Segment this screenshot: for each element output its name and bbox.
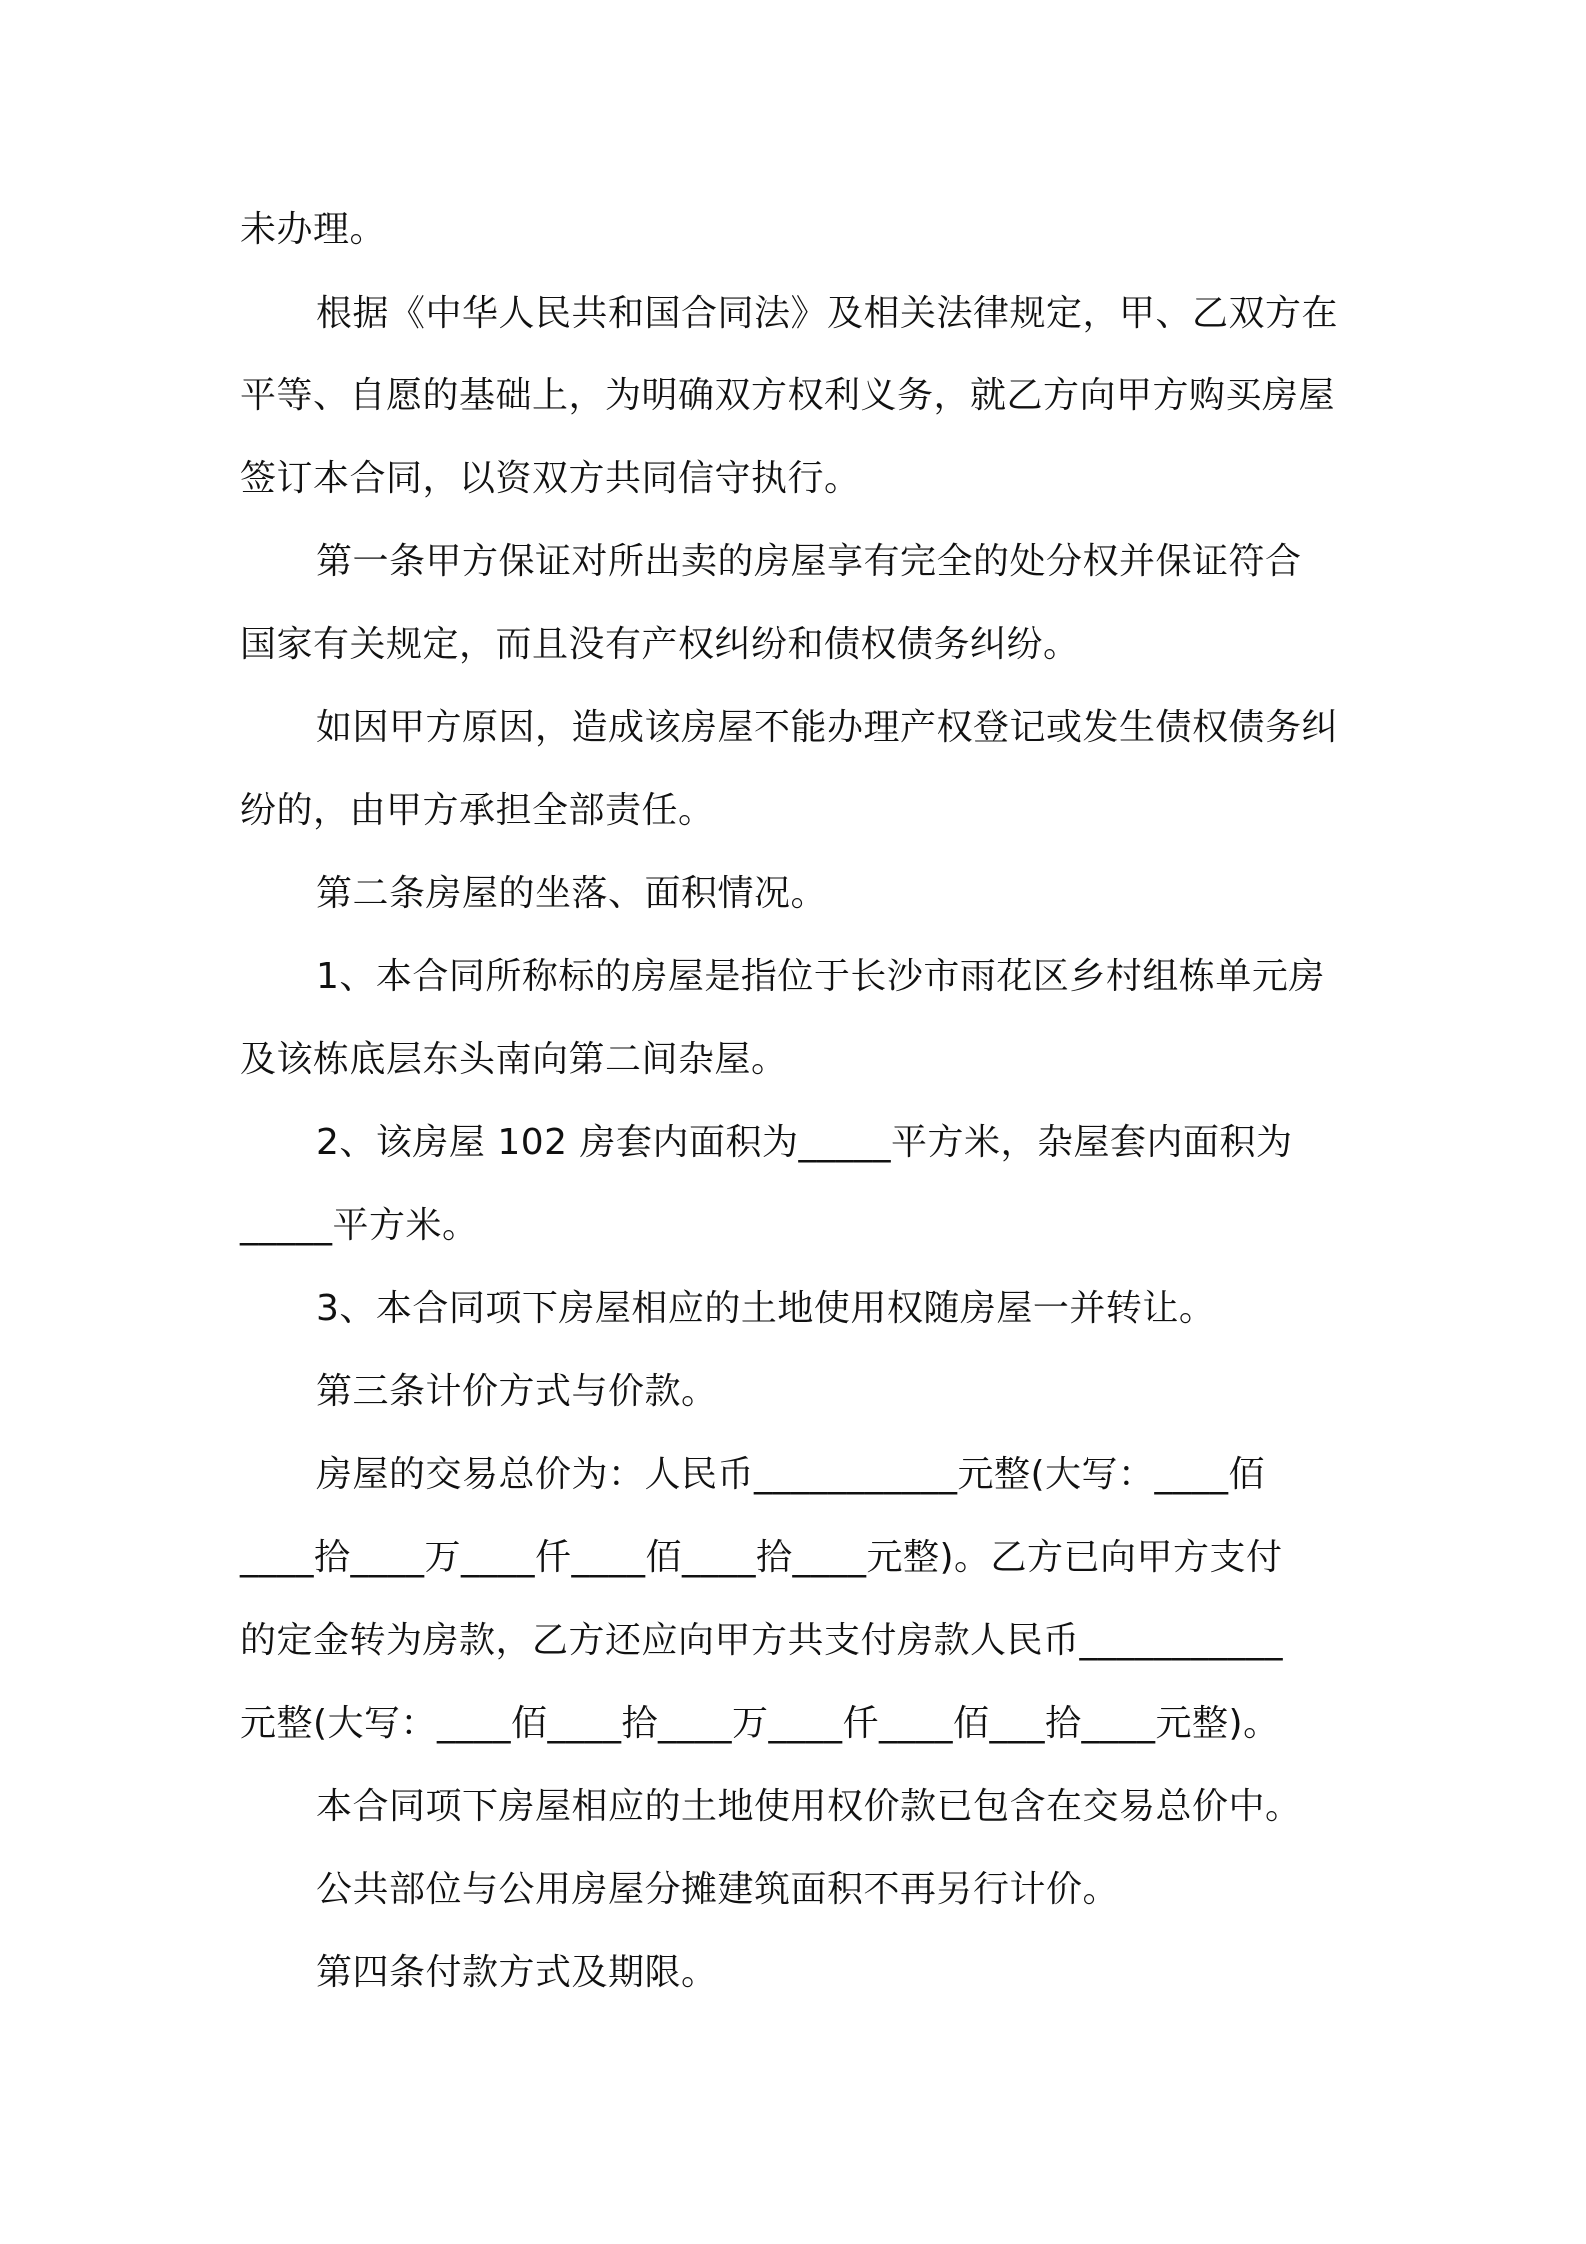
text-line-8: 纷的，由甲方承担全部责任。 — [240, 790, 715, 831]
text-line-20: 本合同项下房屋相应的土地使用权价款已包含在交易总价中。 — [316, 1786, 1302, 1827]
text-line-7: 如因甲方原因，造成该房屋不能办理产权登记或发生债权债务纠 — [316, 707, 1339, 748]
text-line-14: 3、本合同项下房屋相应的土地使用权随房屋一并转让。 — [316, 1288, 1216, 1329]
text-line-11: 及该栋底层东头南向第二间杂屋。 — [240, 1039, 788, 1080]
text-line-13: _____平方米。 — [240, 1205, 479, 1246]
text-line-2: 根据《中华人民共和国合同法》及相关法律规定，甲、乙双方在 — [316, 293, 1339, 334]
text-line-12: 2、该房屋 102 房套内面积为_____平方米，杂屋套内面积为 — [316, 1122, 1293, 1163]
text-line-10: 1、本合同所称标的房屋是指位于长沙市雨花区乡村组栋单元房 — [316, 956, 1325, 997]
text-line-15: 第三条计价方式与价款。 — [316, 1371, 718, 1412]
text-line-5: 第一条甲方保证对所出卖的房屋享有完全的处分权并保证符合 — [316, 541, 1302, 582]
text-line-22: 第四条付款方式及期限。 — [316, 1952, 718, 1993]
text-line-6: 国家有关规定，而且没有产权纠纷和债权债务纠纷。 — [240, 624, 1080, 665]
text-line-3: 平等、自愿的基础上，为明确双方权利义务，就乙方向甲方购买房屋 — [240, 375, 1336, 416]
text-line-19: 元整(大写：____佰____拾____万____仟____佰___拾____元整)。 — [240, 1703, 1280, 1744]
text-line-21: 公共部位与公用房屋分摊建筑面积不再另行计价。 — [316, 1869, 1120, 1910]
text-line-17: ____拾____万____仟____佰____拾____元整)。乙方已向甲方支付 — [240, 1537, 1283, 1578]
text-line-16: 房屋的交易总价为：人民币___________元整(大写：____佰 — [316, 1454, 1266, 1495]
text-line-4: 签订本合同，以资双方共同信守执行。 — [240, 458, 861, 499]
text-line-9: 第二条房屋的坐落、面积情况。 — [316, 873, 828, 914]
text-line-1: 未办理。 — [240, 209, 387, 250]
text-line-18: 的定金转为房款，乙方还应向甲方共支付房款人民币___________ — [240, 1620, 1284, 1661]
